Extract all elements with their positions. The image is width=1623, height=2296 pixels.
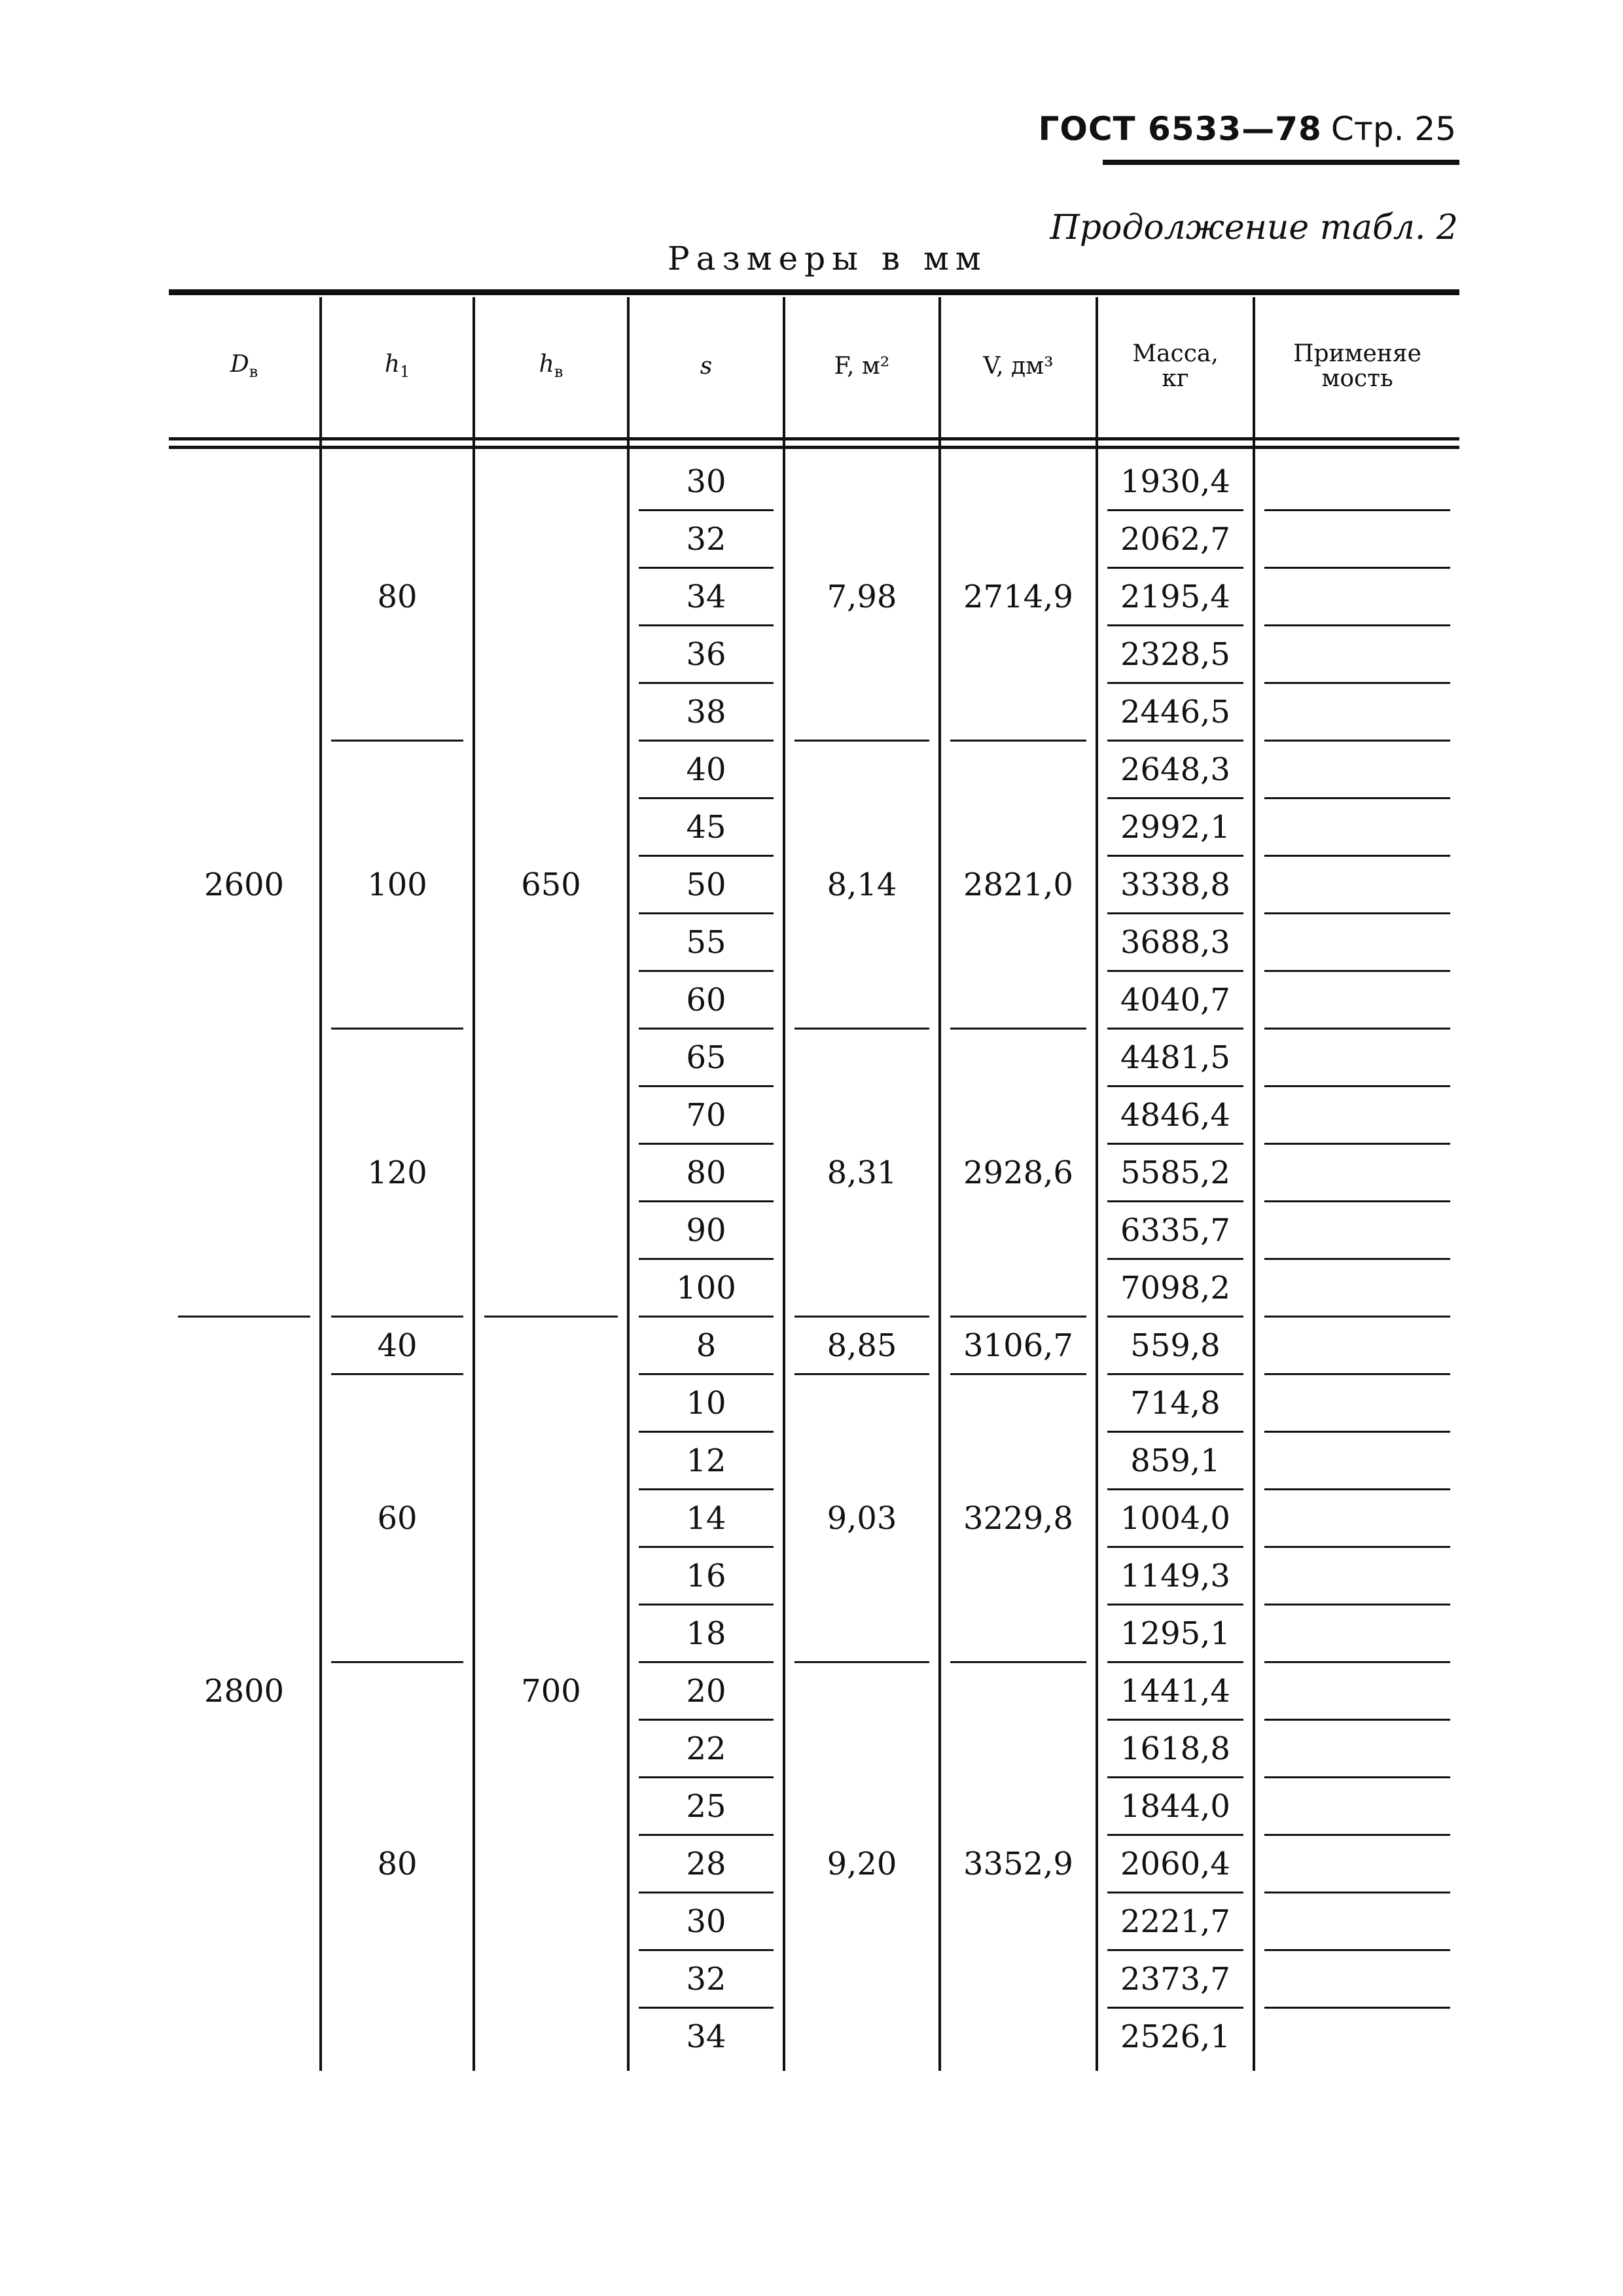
thickness-cell: 34 [686,2018,726,2055]
row-rule [1264,1776,1450,1778]
thickness-cell: 38 [686,694,726,730]
table-top-rule [169,289,1459,295]
thickness-cell: 28 [686,1846,726,1882]
mass-cell: 2195,4 [1120,579,1230,615]
mass-cell: 4040,7 [1120,982,1230,1018]
thickness-cell: 8 [696,1327,717,1364]
mass-cell: 1295,1 [1120,1615,1230,1652]
volume-cell: 3352,9 [963,1846,1073,1882]
mass-cell: 1004,0 [1120,1500,1230,1537]
mass-cell: 559,8 [1130,1327,1221,1364]
mass-cell: 3688,3 [1120,924,1230,961]
mass-cell: 4481,5 [1120,1039,1230,1076]
h1-cell: 60 [377,1500,418,1537]
area-cell: 9,20 [827,1846,897,1882]
row-rule [1264,1488,1450,1490]
header-h1: $h_1$ [384,351,410,382]
h1-cell: 80 [377,1846,418,1882]
header-hv: $h_в$ [539,351,563,382]
thickness-cell: 14 [686,1500,726,1537]
page-header [1038,110,1456,148]
mass-cell: 714,8 [1130,1385,1221,1422]
thickness-cell: 25 [686,1788,726,1825]
thickness-cell: 18 [686,1615,726,1652]
volume-cell: 2821,0 [963,867,1073,903]
mass-cell: 2446,5 [1120,694,1230,730]
row-rule [1264,740,1450,742]
volume-cell: 2714,9 [963,579,1073,615]
thickness-cell: 90 [686,1212,726,1249]
row-rule [1264,1719,1450,1721]
mass-cell: 2060,4 [1120,1846,1230,1882]
row-rule [1264,1546,1450,1548]
row-rule [1264,682,1450,684]
thickness-cell: 32 [686,1961,726,1998]
thickness-cell: 60 [686,982,726,1018]
volume-cell: 3229,8 [963,1500,1073,1537]
mass-cell: 6335,7 [1120,1212,1230,1249]
thickness-cell: 10 [686,1385,726,1422]
row-rule [1264,1143,1450,1145]
mass-cell: 2221,7 [1120,1903,1230,1940]
row-rule [1264,1604,1450,1605]
mass-cell: 7098,2 [1120,1270,1230,1306]
mass-cell: 2373,7 [1120,1961,1230,1998]
row-rule [1264,1892,1450,1893]
mass-cell: 1441,4 [1120,1673,1230,1710]
row-rule [1264,1373,1450,1375]
thickness-cell: 20 [686,1673,726,1710]
area-cell: 8,85 [827,1327,897,1364]
mass-cell: 1844,0 [1120,1788,1230,1825]
area-cell: 9,03 [827,1500,897,1537]
height-cell: 700 [521,1673,581,1710]
thickness-cell: 80 [686,1155,726,1191]
thickness-cell: 100 [676,1270,736,1306]
row-rule [1264,855,1450,857]
thickness-cell: 40 [686,751,726,788]
mass-cell: 2648,3 [1120,751,1230,788]
mass-cell: 5585,2 [1120,1155,1230,1191]
row-rule [1264,624,1450,626]
mass-cell: 2992,1 [1120,809,1230,846]
dimensions-table [169,289,1459,2080]
diameter-cell: 2800 [204,1673,285,1710]
row-rule [1264,1949,1450,1951]
height-cell: 650 [521,867,581,903]
header-f: F, м² [834,353,890,380]
header-rule [1103,160,1459,165]
mass-cell: 2526,1 [1120,2018,1230,2055]
row-rule [1264,567,1450,569]
mass-cell: 2328,5 [1120,636,1230,673]
mass-cell: 1930,4 [1120,463,1230,500]
diameter-cell: 2600 [204,867,285,903]
header-s: s [700,353,713,380]
thickness-cell: 65 [686,1039,726,1076]
header-applicability: Применяемость [1293,340,1421,392]
row-rule [1264,1661,1450,1663]
header-d: $D_в$ [230,351,259,382]
column-divider [1253,297,1255,2071]
thickness-cell: 30 [686,463,726,500]
thickness-cell: 36 [686,636,726,673]
thickness-cell: 34 [686,579,726,615]
row-rule [1264,797,1450,799]
mass-cell: 1149,3 [1120,1558,1230,1594]
header-mass: Масса, кг [1132,340,1219,392]
row-rule [1264,970,1450,972]
thickness-cell: 45 [686,809,726,846]
area-cell: 8,31 [827,1155,897,1191]
header-bottom-rule [169,437,1459,440]
table-continuation-note: Продолжение табл. 2 [1050,208,1458,247]
thickness-cell: 16 [686,1558,726,1594]
row-rule [1264,1834,1450,1836]
thickness-cell: 12 [686,1443,726,1479]
standard-number: ГОСТ 6533—78 [1038,110,1322,148]
row-rule [1264,509,1450,511]
row-rule [1264,1258,1450,1260]
mass-cell: 859,1 [1130,1443,1221,1479]
area-cell: 8,14 [827,867,897,903]
row-rule [1264,912,1450,914]
thickness-cell: 32 [686,521,726,558]
h1-cell: 100 [367,867,427,903]
page-number: Стр. 25 [1330,110,1456,148]
mass-cell: 4846,4 [1120,1097,1230,1134]
thickness-cell: 70 [686,1097,726,1134]
mass-cell: 1618,8 [1120,1731,1230,1767]
row-rule [1264,1431,1450,1433]
thickness-cell: 50 [686,867,726,903]
h1-cell: 40 [377,1327,418,1364]
h1-cell: 120 [367,1155,427,1191]
row-rule [1264,2007,1450,2009]
volume-cell: 3106,7 [963,1327,1073,1364]
volume-cell: 2928,6 [963,1155,1073,1191]
mass-cell: 2062,7 [1120,521,1230,558]
thickness-cell: 55 [686,924,726,961]
mass-cell: 3338,8 [1120,867,1230,903]
header-v: V, дм³ [983,353,1054,380]
row-rule [1264,1200,1450,1202]
row-rule [1264,1316,1450,1318]
h1-cell: 80 [377,579,418,615]
row-rule [1264,1028,1450,1030]
thickness-cell: 22 [686,1731,726,1767]
thickness-cell: 30 [686,1903,726,1940]
header-bottom-rule-2 [169,446,1459,449]
units-caption: Размеры в мм [668,240,988,278]
row-rule [1264,1085,1450,1087]
area-cell: 7,98 [827,579,897,615]
